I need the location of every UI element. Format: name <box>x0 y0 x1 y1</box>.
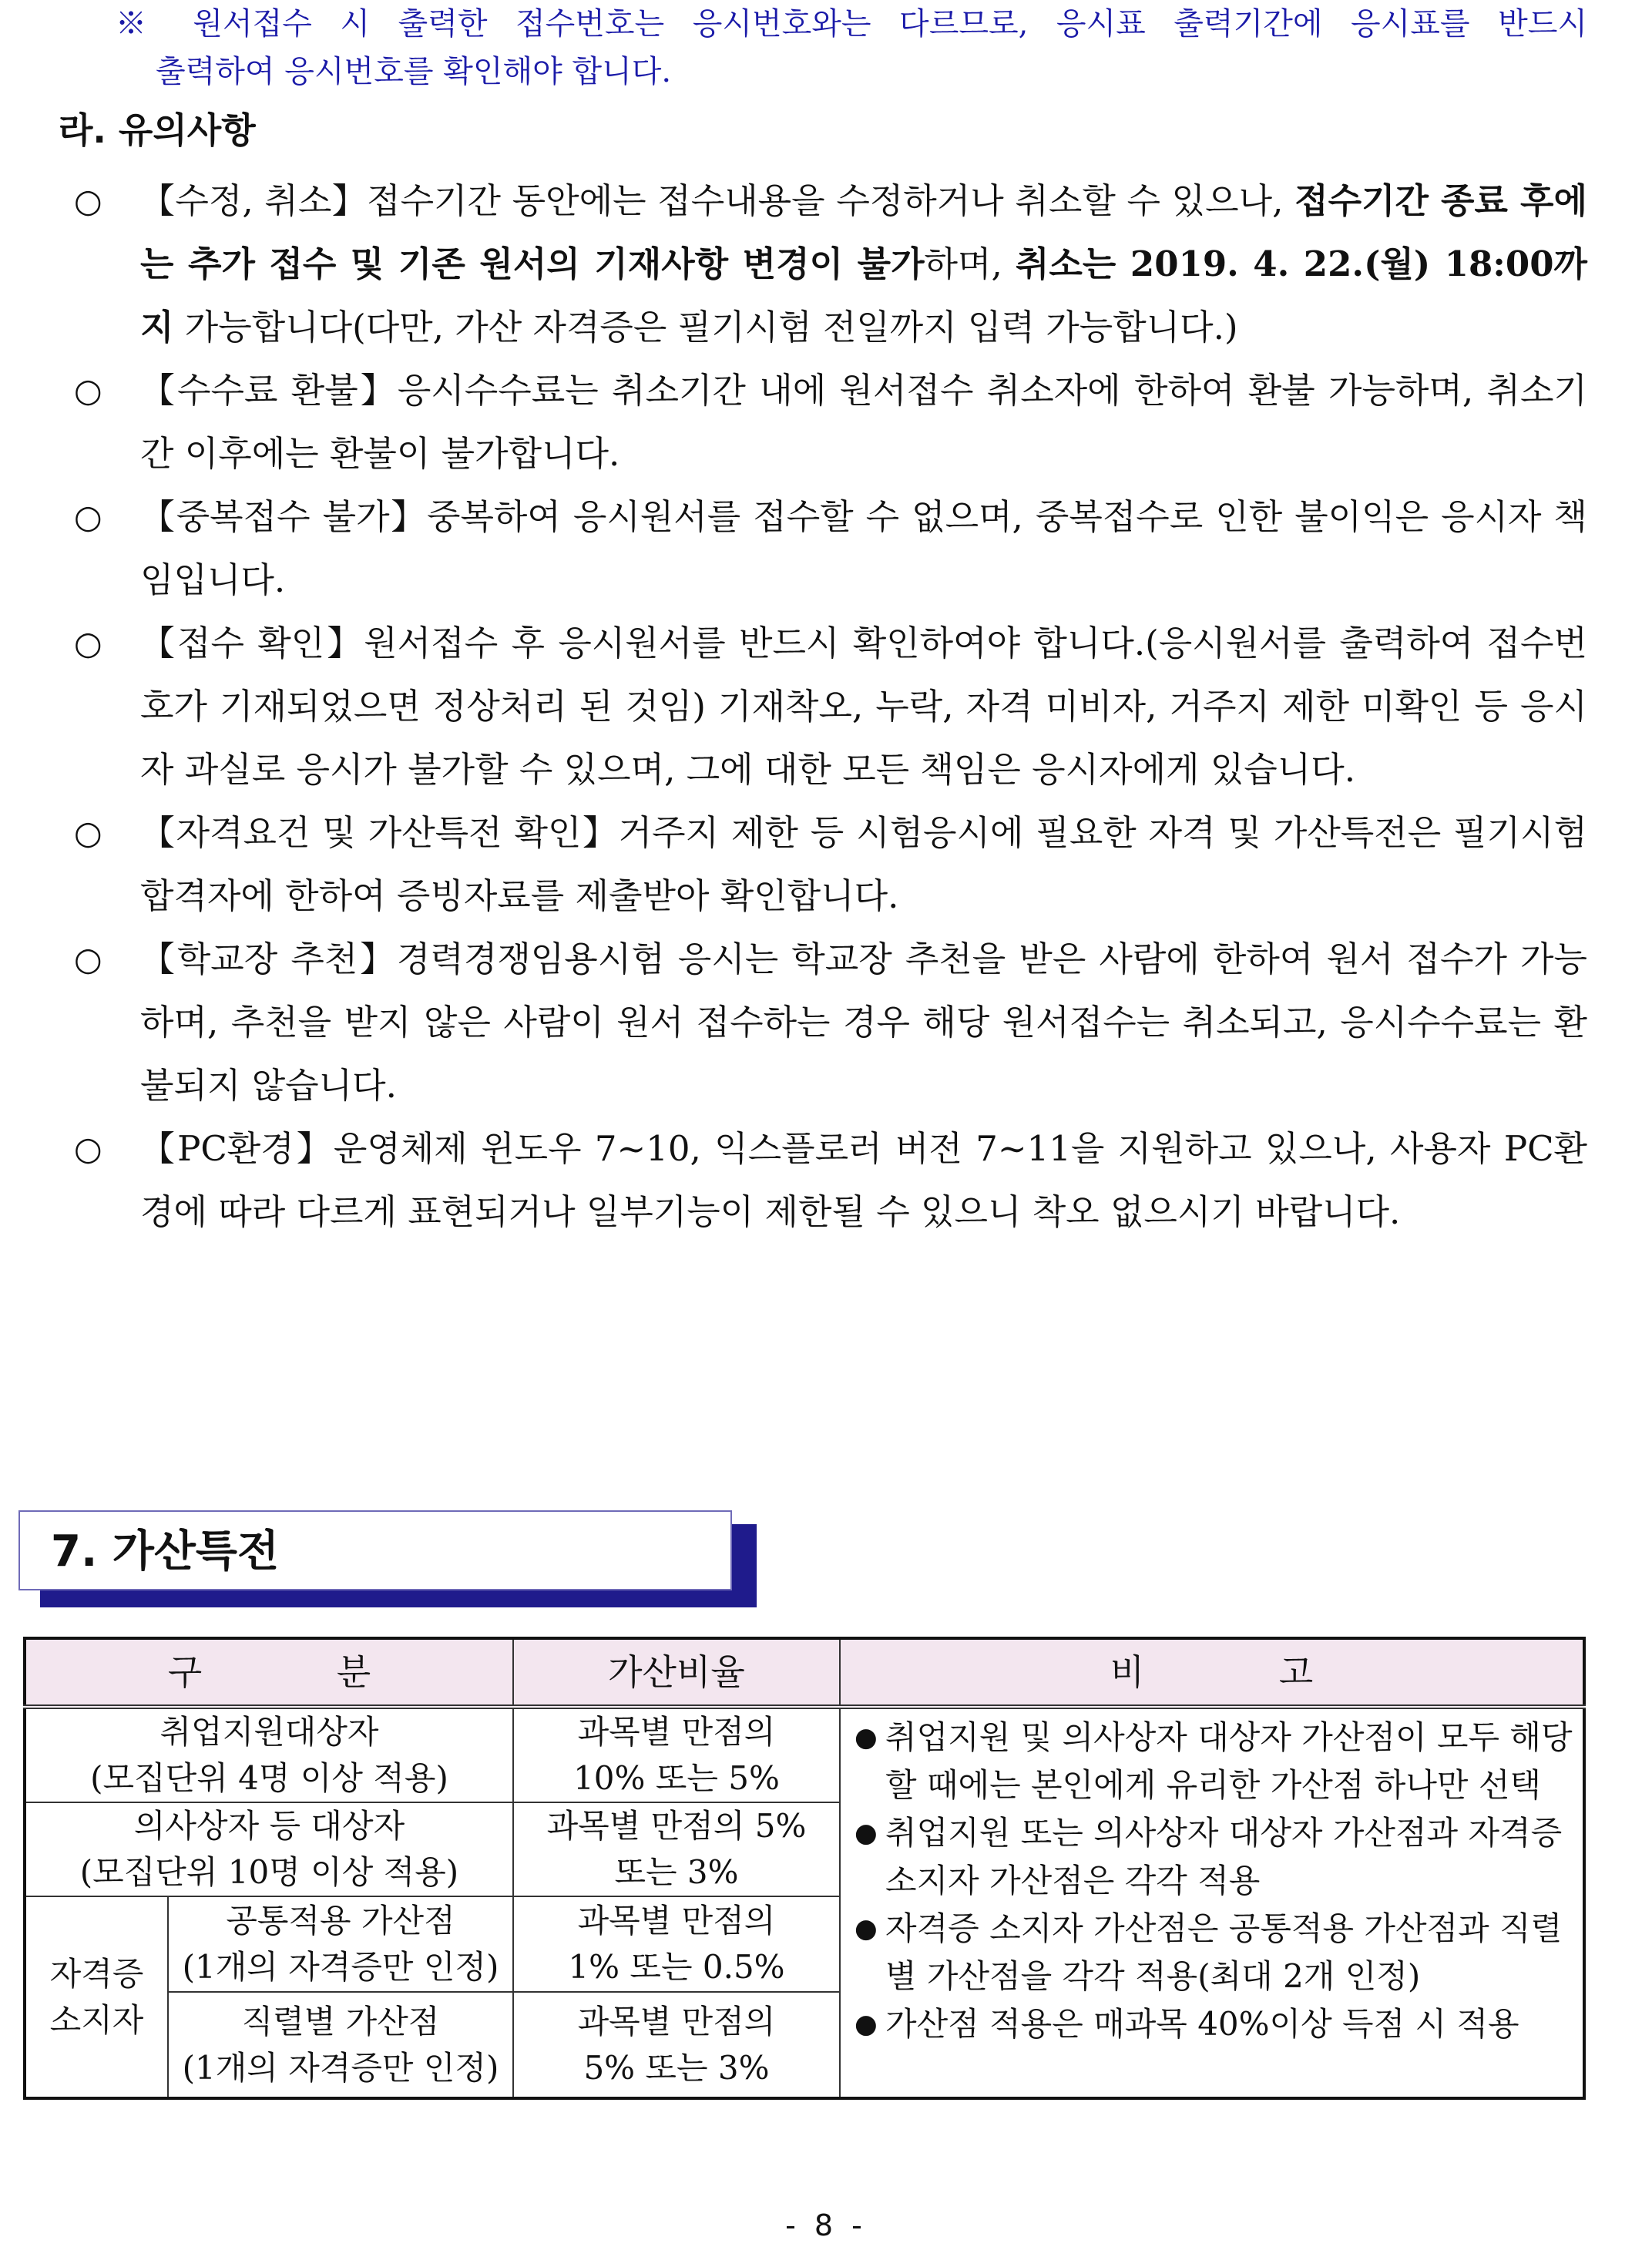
list-item <box>74 170 1587 359</box>
remark-text: 취업지원 및 의사상자 대상자 가산점이 모두 해당할 때에는 본인에게 유리한 가산점 하나만 선택 <box>885 1718 1573 1804</box>
emphasis-text: 취소는 2019. 4. 22.(월) 18:00까지 <box>140 243 1587 348</box>
bullet-icon: ● <box>855 1722 878 1753</box>
notice-text-part: 【자격요건 및 가산특전 확인】거주지 제한 등 시험응시에 필요한 자격 및 가산특전은 필기시험 합격자에 한하여 증빙자료를 제출받아 확인합니다. <box>140 812 1587 916</box>
list-item <box>74 1117 1587 1244</box>
patriot-condition: (모집단위 10명 이상 적용) <box>79 1853 459 1891</box>
bullet-icon: ● <box>855 1913 878 1944</box>
patriot-rate-line2: 또는 3% <box>614 1853 739 1891</box>
table-header-row <box>25 1638 1584 1707</box>
notice-note <box>116 0 1587 96</box>
notice-text-part: 【접수 확인】원서접수 후 응시원서를 반드시 확인하여야 합니다.(응시원서를 출력하여 접수번호가 기재되었으면 정상처리 된 것임) 기재착오, 누락, 자격 미비자, 거주지 제한 미확인 등 응시자 과실로 응시가 불가할 수 있으며, 그에 대한 모든 책임은 응시자에게 있습니다. <box>140 623 1587 790</box>
remark-item <box>851 1714 1573 1809</box>
circle-bullet-icon: ○ <box>74 371 102 409</box>
common-name: 공통적용 가산점 <box>226 1902 455 1940</box>
common-rate-line1: 과목별 만점의 <box>577 1902 776 1940</box>
page-number: - 8 - <box>785 2208 867 2242</box>
notice-text <box>140 170 1587 359</box>
row-patriot-rate <box>513 1802 840 1896</box>
row-employment-category <box>25 1707 513 1802</box>
table-row <box>25 1707 1584 1802</box>
common-rate-line2: 1% 또는 0.5% <box>568 1948 785 1986</box>
circle-bullet-icon: ○ <box>74 182 102 220</box>
remark-item <box>851 1809 1573 1905</box>
job-condition: (1개의 자격증만 인정) <box>182 2048 499 2087</box>
row-job-rate <box>513 1992 840 2098</box>
notice-text <box>140 928 1587 1117</box>
notice-text-part: 【수정, 취소】접수기간 동안에는 접수내용을 수정하거나 취소할 수 있으나, <box>140 180 1295 221</box>
bullet-icon: ● <box>855 2009 878 2040</box>
notice-text-part: 하며, <box>924 243 1016 284</box>
patriot-name: 의사상자 등 대상자 <box>133 1807 405 1845</box>
header-rate: 가산비율 <box>513 1638 840 1707</box>
notice-text-part: 【중복접수 불가】중복하여 응시원서를 접수할 수 없으며, 중복접수로 인한 불이익은 응시자 책임입니다. <box>140 496 1587 600</box>
section-title-box <box>18 1510 758 1609</box>
circle-bullet-icon: ○ <box>74 814 102 851</box>
circle-bullet-icon: ○ <box>74 498 102 536</box>
list-item <box>74 801 1587 928</box>
notice-text <box>140 359 1587 485</box>
employment-rate-line1: 과목별 만점의 <box>577 1713 776 1751</box>
bonus-table <box>23 1637 1586 2100</box>
header-category: 구 분 <box>25 1638 513 1707</box>
remark-text: 취업지원 또는 의사상자 대상자 가산점과 자격증 소지자 가산점은 각각 적용 <box>885 1814 1563 1899</box>
section-title: 7. 가산특전 <box>51 1526 280 1577</box>
job-name: 직렬별 가산점 <box>241 2002 440 2040</box>
notice-text <box>140 612 1587 801</box>
list-item <box>74 612 1587 801</box>
bullet-icon: ● <box>855 1818 878 1849</box>
circle-bullet-icon: ○ <box>74 940 102 978</box>
notice-text-part: 【학교장 추천】경력경쟁임용시험 응시는 학교장 추천을 받은 사람에 한하여 원서 접수가 가능하며, 추천을 받지 않은 사람이 원서 접수하는 경우 해당 원서접수는 취소되고, 응시수수료는 환불되지 않습니다. <box>140 939 1587 1106</box>
notice-text <box>140 801 1587 928</box>
circle-bullet-icon: ○ <box>74 1130 102 1167</box>
row-employment-rate <box>513 1707 840 1802</box>
cert-group-line2: 소지자 <box>49 2000 144 2039</box>
patriot-rate-line1: 과목별 만점의 5% <box>546 1807 807 1845</box>
notice-text <box>140 1117 1587 1244</box>
row-patriot-category <box>25 1802 513 1896</box>
common-condition: (1개의 자격증만 인정) <box>182 1948 499 1986</box>
notice-text-part: 【수수료 환불】응시수수료는 취소기간 내에 원서접수 취소자에 한하여 환불 가능하며, 취소기간 이후에는 환불이 불가합니다. <box>140 370 1587 474</box>
subheading-precautions: 라. 유의사항 <box>59 109 256 151</box>
remark-item <box>851 2000 1573 2048</box>
row-common-category <box>168 1896 513 1992</box>
header-remark: 비 고 <box>840 1638 1584 1707</box>
employment-name: 취업지원대상자 <box>159 1713 379 1751</box>
notice-text-part: 【PC환경】운영체제 윈도우 7~10, 익스플로러 버전 7∼11을 지원하고 있으나, 사용자 PC환경에 따라 다르게 표현되거나 일부기능이 제한될 수 있으니 착오 없으시기 바랍니다. <box>140 1128 1587 1232</box>
precautions-list <box>74 170 1587 1244</box>
employment-condition: (모집단위 4명 이상 적용) <box>90 1759 448 1797</box>
remark-text: 자격증 소지자 가산점은 공통적용 가산점과 직렬별 가산점을 각각 적용(최대 2개 인정) <box>885 1909 1563 1995</box>
job-rate-line2: 5% 또는 3% <box>583 2048 770 2087</box>
remark-item <box>851 1905 1573 2000</box>
notice-text-part: 가능합니다(다만, 가산 자격증은 필기시험 전일까지 입력 가능합니다.) <box>173 307 1238 348</box>
section-title-frame <box>18 1510 732 1590</box>
remarks-cell <box>840 1707 1584 2098</box>
list-item <box>74 485 1587 612</box>
row-job-category <box>168 1992 513 2098</box>
circle-bullet-icon: ○ <box>74 624 102 662</box>
row-common-rate <box>513 1896 840 1992</box>
job-rate-line1: 과목별 만점의 <box>577 2002 776 2040</box>
remark-text: 가산점 적용은 매과목 40%이상 득점 시 적용 <box>885 2005 1519 2043</box>
emphasis-text: 접수기간 종료 후에는 추가 접수 및 기존 원서의 기재사항 변경이 불가 <box>140 180 1587 284</box>
cert-group-line1: 자격증 <box>49 1954 144 1993</box>
list-item <box>74 359 1587 485</box>
note-line-2: 출력하여 응시번호를 확인해야 합니다. <box>156 54 672 89</box>
cert-holder-group <box>25 1896 168 2098</box>
employment-rate-line2: 10% 또는 5% <box>573 1759 780 1797</box>
notice-text <box>140 485 1587 612</box>
note-line-1: ※ 원서접수 시 출력한 접수번호는 응시번호와는 다르므로, 응시표 출력기간에 응시표를 반드시 <box>116 6 1587 42</box>
list-item <box>74 928 1587 1117</box>
